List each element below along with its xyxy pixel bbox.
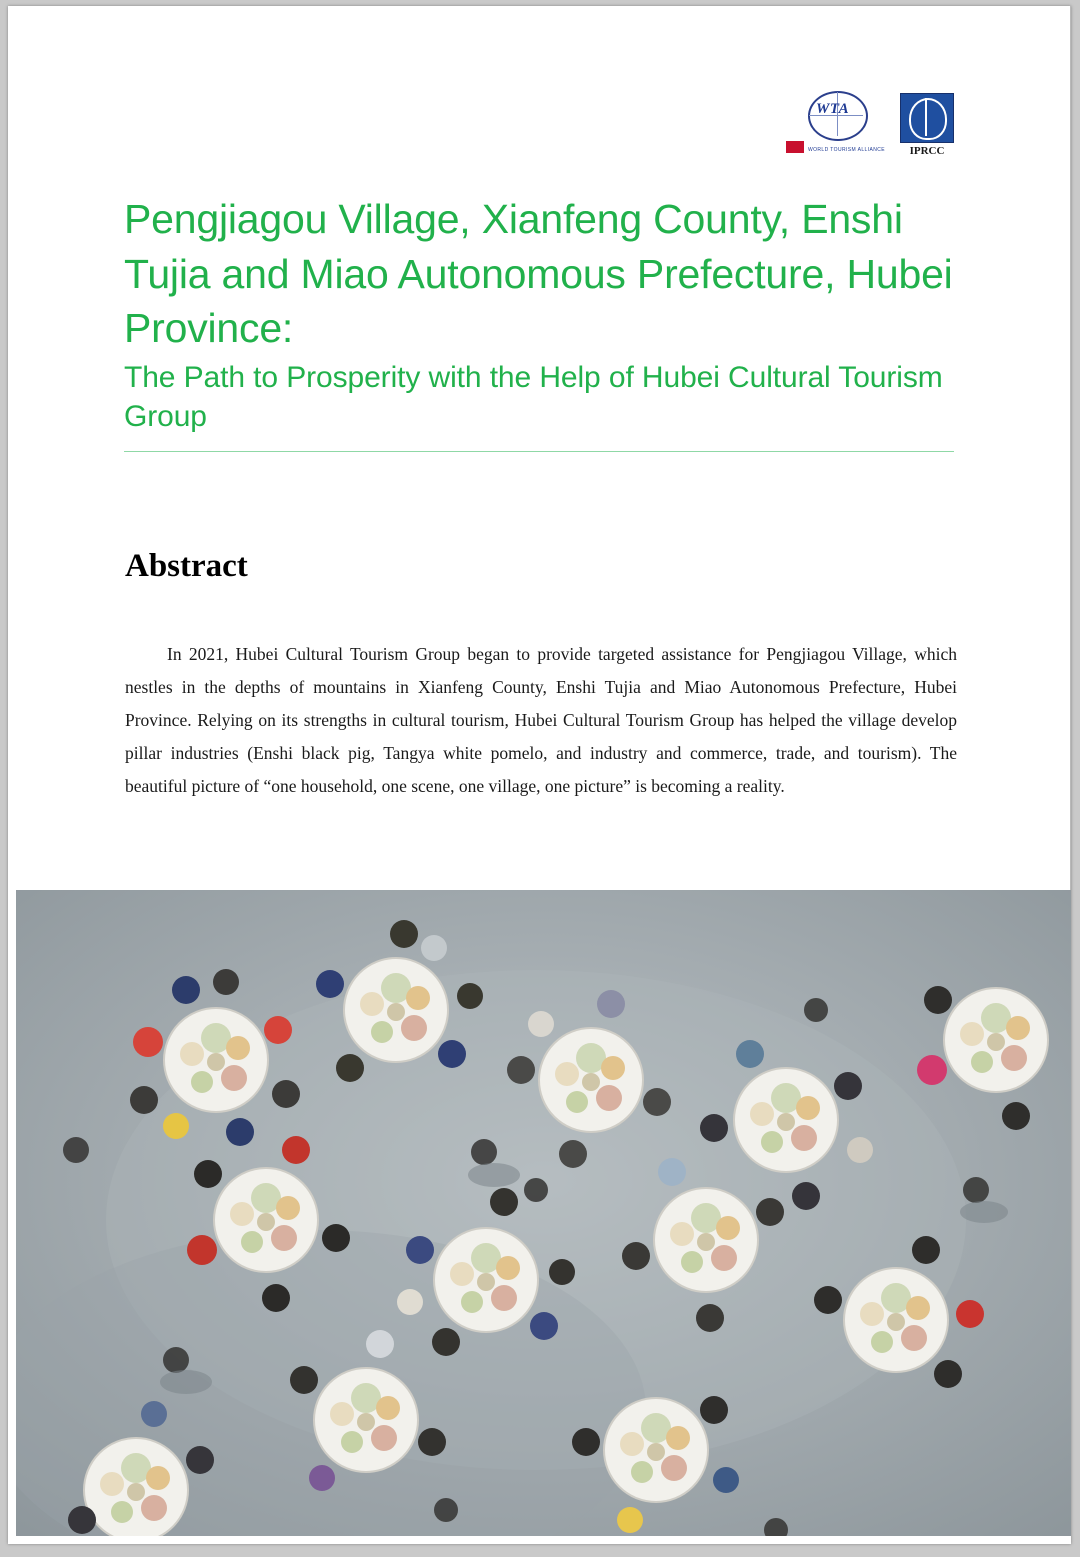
- iprcc-logo-icon: [896, 93, 958, 159]
- logo-group: [786, 91, 958, 159]
- iprcc-logo-label: IPRCC: [909, 145, 945, 157]
- iprcc-emblem-icon: [900, 93, 954, 143]
- document-page: [8, 6, 1071, 1544]
- page-subtitle: The Path to Prosperity with the Help of Hubei Cultural Tourism Group: [124, 360, 943, 434]
- abstract-heading: Abstract: [125, 548, 248, 584]
- page-title: Pengjiagou Village, Xianfeng County, Enshi Tujia and Miao Autonomous Prefecture, Hubei Province:: [124, 196, 953, 352]
- document-text-area: [8, 6, 1071, 890]
- wta-red-bar: [786, 141, 804, 153]
- wta-monogram: WTA: [816, 101, 850, 117]
- title-block: [124, 192, 960, 452]
- abstract-paragraph: In 2021, Hubei Cultural Tourism Group began to provide targeted assistance for Pengjiagou Village, which nestles in the depths of mountains in Xianfeng County, Enshi Tujia and Miao Autonomous Prefecture, Hubei Province. Relying on its strengths in cultural tourism, Hubei Cultural Tourism Group has helped the village develop pillar industries (Enshi black pig, Tangya white pomelo, and industry and commerce, trade, and tourism). The beautiful picture of “one household, one scene, one village, one picture” is becoming a reality.: [125, 644, 957, 796]
- wta-logo-label: WORLD TOURISM ALLIANCE: [808, 147, 885, 153]
- wta-logo-icon: [786, 91, 885, 159]
- photo-illustration: [16, 890, 1071, 1536]
- cover-photograph: [16, 890, 1071, 1536]
- title-divider: [124, 451, 954, 452]
